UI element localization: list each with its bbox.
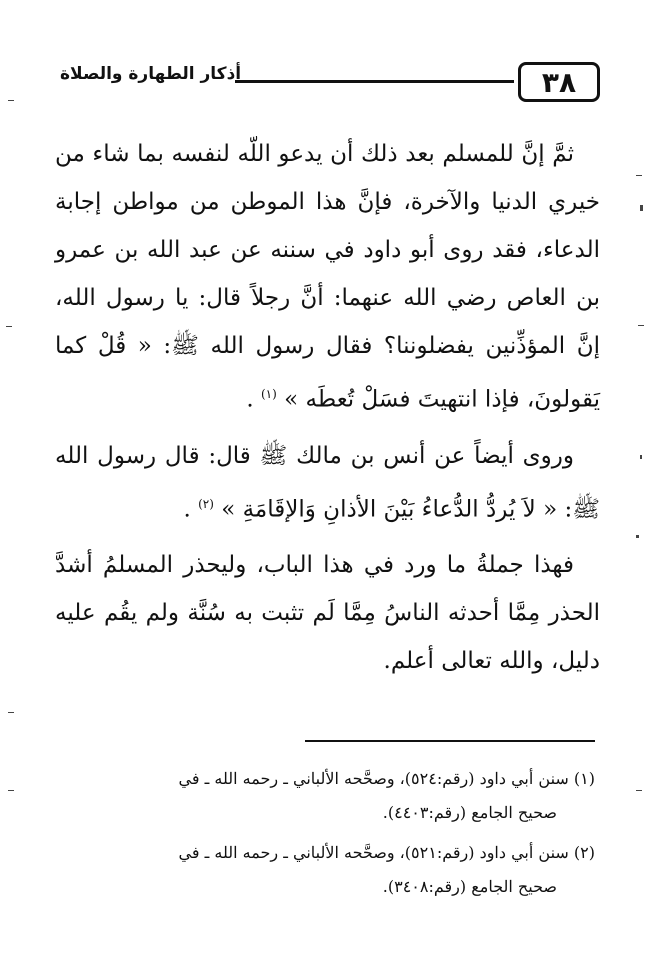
running-title: أذكار الطهارة والصلاة (60, 64, 242, 84)
footnote-text-continued: صحيح الجامع (رقم:٤٤٠٣). (382, 803, 557, 822)
scan-speck (6, 326, 12, 327)
footnote-number: (١) (573, 769, 595, 788)
scan-speck (638, 325, 644, 326)
paragraph-text: وروى أيضاً عن أنس بن مالك ﷺ قال: قال رسول الله ﷺ: « لاَ يُردُّ الدُّعاءُ بَيْنَ الأذانِ وَالإقَامَةِ » (55, 442, 600, 523)
scan-speck (636, 790, 642, 791)
footnote-separator (305, 740, 595, 742)
footnote-ref: (٢) (198, 496, 214, 511)
footnote (55, 836, 595, 904)
footnote-text-continued: صحيح الجامع (رقم:٣٤٠٨). (382, 877, 557, 896)
footnote (55, 762, 595, 830)
scan-speck (8, 712, 14, 713)
paragraph: وروى أيضاً عن أنس بن مالك ﷺ قال: قال رسول الله ﷺ: « لاَ يُردُّ الدُّعاءُ بَيْنَ الأذانِ وَالإقَامَةِ » $^{(٢)}$ . (55, 442, 600, 523)
scan-speck (8, 790, 14, 791)
footnotes (55, 762, 595, 910)
paragraph: ثمَّ إنَّ للمسلم بعد ذلك أن يدعو اللّه لنفسه بما شاء من خيري الدنيا والآخرة، فإنَّ هذا الموطن من مواطن إجابة الدعاء، فقد روى أبو داود في سننه عن عبد الله بن عمرو بن العاص رضي الله عنهما: أنَّ رجلاً قال: يا رسول الله، إنَّ المؤذِّنين يفضلوننا؟ فقال رسول الله ﷺ: « قُلْ كما يَقولونَ، فإذا انتهيتَ فسَلْ تُعطَه » $^{(١)}$ . (55, 141, 601, 413)
paragraph-text: فهذا جملةُ ما ورد في هذا الباب، وليحذر المسلمُ أشدَّ الحذر مِمَّا أحدثه الناسُ مِمَّا لَم تثبت به سُنَّة ولم يقُم عليه دليل، والله تعالى أعلم. (55, 552, 600, 675)
scan-speck (8, 100, 14, 101)
scan-speck (636, 175, 642, 176)
running-header (60, 62, 600, 106)
page-number: ٣٨ (518, 62, 600, 102)
footnote-text: سنن أبي داود (رقم:٥٢٤)، وصحَّحه الألباني ـ رحمه الله ـ في (178, 769, 569, 788)
scan-speck (636, 535, 639, 538)
footnote-ref: (١) (260, 387, 277, 401)
main-text (55, 130, 600, 685)
footnote-number: (٢) (573, 843, 595, 862)
header-rule (235, 80, 514, 83)
paragraph-text: ثمَّ إنَّ للمسلم بعد ذلك أن يدعو اللّه لنفسه بما شاء من خيري الدنيا والآخرة، فإنَّ هذا الموطن من مواطن إجابة الدعاء، فقد روى أبو داود في سننه عن عبد الله بن عمرو بن العاص رضي الله عنهما: أنَّ رجلاً قال: يا رسول الله، إنَّ المؤذِّنين يفضلوننا؟ فقال رسول الله ﷺ: « قُلْ كما يَقولونَ، فإذا انتهيتَ فسَلْ تُعطَه » (55, 141, 601, 413)
scan-speck (640, 205, 643, 211)
footnote-text: سنن أبي داود (رقم:٥٢١)، وصحَّحه الألباني ـ رحمه الله ـ في (178, 843, 569, 862)
scan-speck (640, 455, 642, 459)
paragraph (55, 541, 600, 685)
